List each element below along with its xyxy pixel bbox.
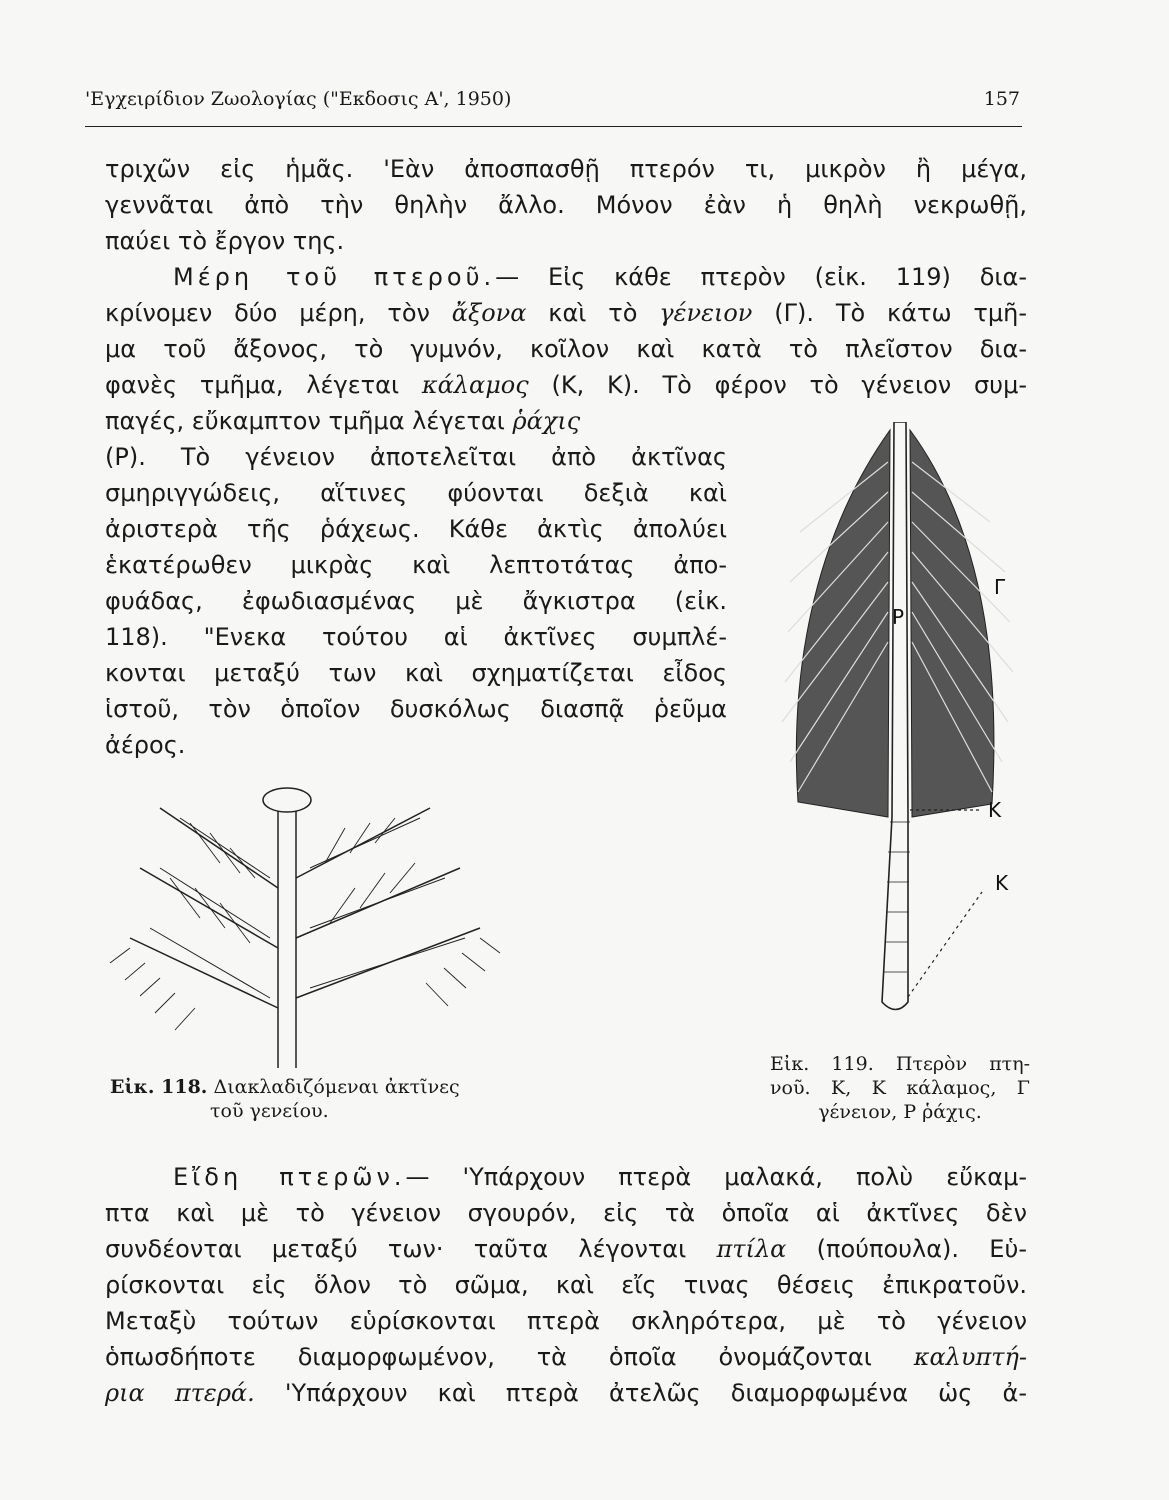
label-calamus-1: Κ bbox=[988, 798, 1002, 822]
figure-118-caption: Εἰκ. 118. Διακλαδιζόμεναι ἀκτῖνες τοῦ γενείου. bbox=[110, 1076, 460, 1122]
text-line: συνδέονται μεταξύ των· ταῦτα λέγονται πτίλα (πούπουλα). Εὑ- bbox=[105, 1235, 1028, 1263]
text-line: παγές, εὔκαμπτον τμῆμα λέγεται ῥάχις bbox=[105, 407, 581, 435]
italic-term: ἄξονα bbox=[451, 299, 527, 327]
section-heading: Μέρη τοῦ πτεροῦ. bbox=[173, 263, 496, 291]
label-rachis: Ρ bbox=[892, 605, 905, 629]
text-line: ρίσκονται εἰς ὅλον τὸ σῶμα, καὶ εἴς τινας θέσεις ἐπικρατοῦν. bbox=[105, 1271, 1027, 1299]
feather-illustration bbox=[770, 422, 1040, 1047]
italic-term: καλυπτή- bbox=[913, 1343, 1027, 1371]
text-line: σμηριγγώδεις, αἵτινες φύονται δεξιὰ καὶ bbox=[105, 479, 727, 507]
text-line: κρίνομεν δύο μέρη, τὸν ἄξονα καὶ τὸ γένειον (Γ). Τὸ κάτω τμῆ- bbox=[105, 299, 1027, 327]
text-line: παύει τὸ ἔργον της. bbox=[105, 227, 345, 255]
italic-term: πτίλα bbox=[716, 1235, 787, 1263]
italic-term: κάλαμος bbox=[421, 371, 529, 399]
text-line: κονται μεταξύ των καὶ σχηματίζεται εἶδος bbox=[105, 659, 727, 687]
text-line: τριχῶν εἰς ἡμᾶς. 'Εὰν ἀποσπασθῇ πτερόν τι, μικρὸν ἢ μέγα, bbox=[105, 155, 1027, 183]
running-header bbox=[85, 86, 1022, 127]
text-line: φανὲς τμῆμα, λέγεται κάλαμος (Κ, Κ). Τὸ φέρον τὸ γένειον συμ- bbox=[105, 371, 1027, 399]
text-line: Εἴδη πτερῶν.— 'Υπάρχουν πτερὰ μαλακά, πολὺ εὔκαμ- bbox=[173, 1163, 1028, 1191]
italic-term: ῥάχις bbox=[512, 407, 581, 435]
label-calamus-2: Κ bbox=[995, 871, 1009, 895]
section-heading: Εἴδη πτερῶν. bbox=[173, 1163, 406, 1191]
text-line: ἑκατέρωθεν μικρὰς καὶ λεπτοτάτας ἀπο- bbox=[105, 551, 727, 579]
book-title: 'Εγχειρίδιον Ζωολογίας ("Εκδοσις Α', 1950) bbox=[85, 88, 512, 110]
italic-term: γένειον bbox=[659, 299, 753, 327]
text-line: ρια πτερά. 'Υπάρχουν καὶ πτερὰ ἀτελῶς διαμορφωμένα ὡς ἀ- bbox=[105, 1379, 1027, 1407]
text-line: (Ρ). Τὸ γένειον ἀποτελεῖται ἀπὸ ἀκτῖνας bbox=[105, 443, 727, 471]
text-line: 118). "Ενεκα τούτου αἱ ἀκτῖνες συμπλέ- bbox=[105, 623, 727, 651]
text-line: ἀριστερὰ τῆς ῥάχεως. Κάθε ἀκτὶς ἀπολύει bbox=[105, 515, 727, 543]
text-line: ἱστοῦ, τὸν ὁποῖον δυσκόλως διασπᾷ ῥεῦμα bbox=[105, 695, 727, 723]
text-line: μα τοῦ ἄξονος, τὸ γυμνόν, κοῖλον καὶ κατὰ τὸ πλεῖστον δια- bbox=[105, 335, 1027, 363]
text-line: πτα καὶ μὲ τὸ γένειον σγουρόν, εἰς τὰ ὁποῖα αἱ ἀκτῖνες δὲν bbox=[105, 1199, 1027, 1227]
label-vane: Γ bbox=[994, 575, 1006, 599]
page-number: 157 bbox=[983, 88, 1020, 110]
italic-term: ρια πτερά. bbox=[105, 1379, 255, 1407]
text-line: Μέρη τοῦ πτεροῦ.— Εἰς κάθε πτερὸν (εἰκ. 119) δια- bbox=[173, 263, 1027, 291]
text-line: ὁπωσδήποτε διαμορφωμένον, τὰ ὁποῖα ὀνομάζονται καλυπτή- bbox=[105, 1343, 1027, 1371]
text-line: γεννᾶται ἀπὸ τὴν θηλὴν ἄλλο. Μόνον ἐὰν ἡ θηλὴ νεκρωθῇ, bbox=[105, 191, 1027, 219]
text-line: ἀέρος. bbox=[105, 731, 186, 759]
figure-119-caption: Εἰκ. 119. Πτερὸν πτη- νοῦ. Κ, Κ κάλαμος, Γ γένειον, Ρ ῥάχις. bbox=[770, 1053, 1030, 1123]
text-line: φυάδας, ἐφωδιασμένας μὲ ἄγκιστρα (εἰκ. bbox=[105, 587, 727, 615]
text-line: Μεταξὺ τούτων εὑρίσκονται πτερὰ σκληρότερα, μὲ τὸ γένειον bbox=[105, 1307, 1027, 1335]
barbules-illustration bbox=[100, 768, 510, 1068]
